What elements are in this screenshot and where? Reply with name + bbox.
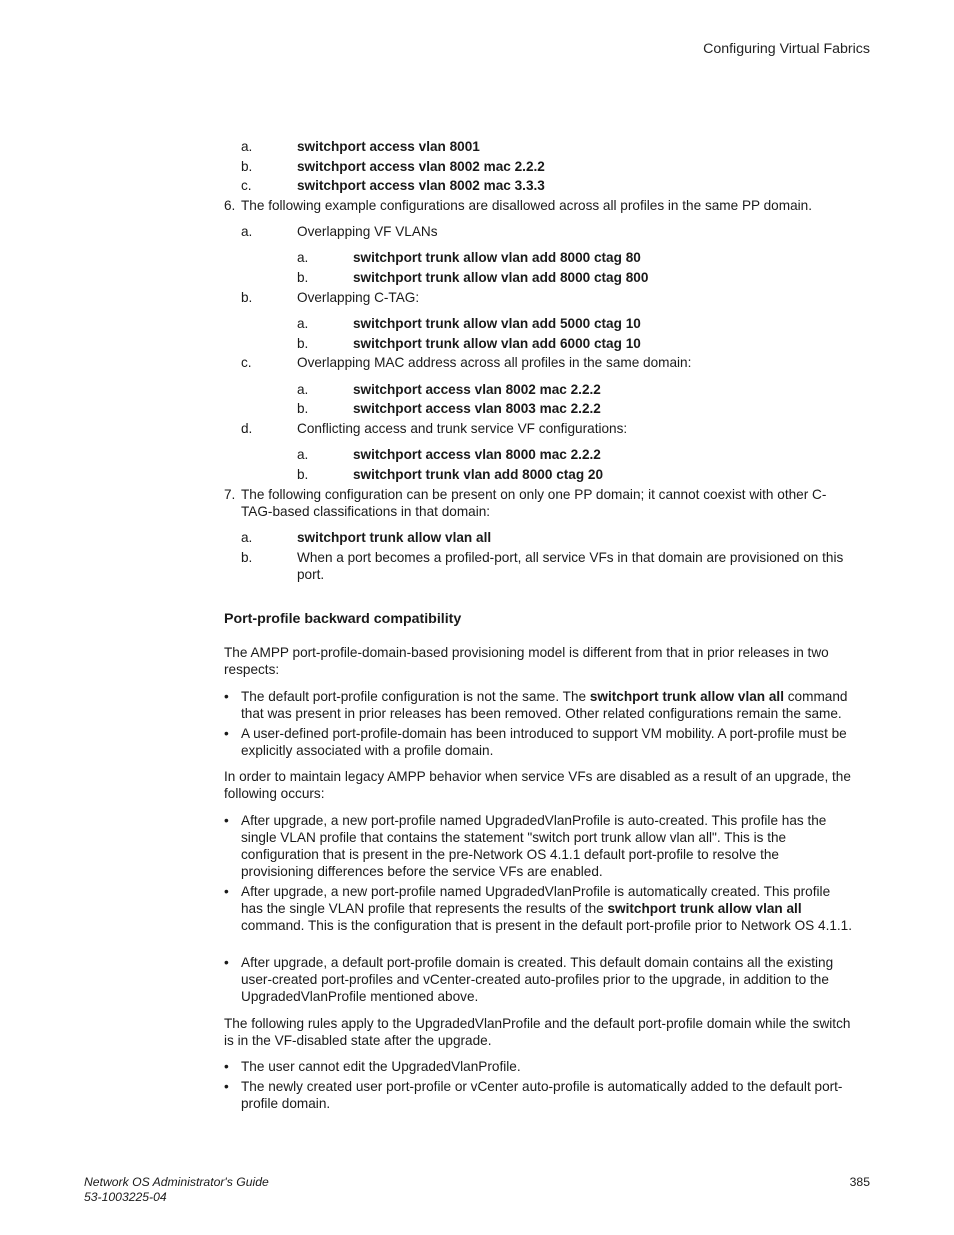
bullet-text (241, 688, 872, 722)
list-marker: a. (297, 382, 309, 397)
bullet-marker: • (224, 884, 229, 899)
bullet-marker: • (224, 1079, 229, 1094)
sub-item-text: Conflicting access and trunk service VF configurations: (297, 421, 628, 436)
list-marker: b. (241, 550, 253, 565)
footer-page-number: 385 (849, 1175, 870, 1189)
list-marker: a. (297, 316, 309, 331)
bullet-command-text: switchport trunk allow vlan all (607, 901, 802, 916)
list-marker: 6. (224, 198, 236, 213)
command-text: switchport trunk vlan add 8000 ctag 20 (353, 467, 604, 482)
bullet-text: The newly created user port-profile or vCenter auto-profile is automatically added to the default port-profile domain. (241, 1079, 843, 1111)
bullet-text: The user cannot edit the UpgradedVlanProfile. (241, 1059, 521, 1074)
list-marker: b. (297, 467, 309, 482)
item-text: The following example configurations are disallowed across all profiles in the same PP domain. (241, 198, 812, 213)
list-marker: a. (297, 250, 309, 265)
sub-item-text: Overlapping C-TAG: (297, 290, 420, 305)
list-marker: c. (241, 355, 252, 370)
list-marker: b. (241, 159, 253, 174)
bullet-text-part: After upgrade, a new port-profile named UpgradedVlanProfile is automatically created. This profile has the single VLAN profile that represents the results of the (241, 884, 831, 916)
section-heading: Port-profile backward compatibility (224, 611, 462, 627)
bullet-text-part: command that was present in prior releases has been removed. Other related configurations remain the same. (241, 689, 848, 721)
bullet-marker: • (224, 1059, 229, 1074)
list-marker: a. (241, 139, 253, 154)
bullet-text-part: command. This is the configuration that is present in the default port-profile prior to Network OS 4.1.1. (241, 918, 853, 933)
bullet-marker: • (224, 813, 229, 828)
running-header: Configuring Virtual Fabrics (703, 41, 870, 57)
rules-paragraph: The following rules apply to the UpgradedVlanProfile and the default port-profile domain while the switch is in the VF-disabled state after the upgrade. (224, 1016, 851, 1048)
bullet-text (241, 883, 853, 934)
sub-item-text: Overlapping MAC address across all profiles in the same domain: (297, 355, 692, 370)
bullet-marker: • (224, 689, 229, 704)
list-marker: a. (241, 530, 253, 545)
bullet-item (224, 954, 874, 1005)
item-text-line1: The following configuration can be present on only one PP domain; it cannot coexist with other C- (241, 487, 827, 502)
command-text: switchport trunk allow vlan add 8000 ctag 800 (353, 270, 649, 285)
command-text: switchport trunk allow vlan add 6000 ctag 10 (353, 336, 641, 351)
footer-doc-number: 53-1003225-04 (84, 1190, 167, 1204)
bullet-item (224, 883, 874, 951)
footer-doc-title: Network OS Administrator's Guide (84, 1175, 269, 1189)
legacy-paragraph: In order to maintain legacy AMPP behavior when service VFs are disabled as a result of an upgrade, the following occurs: (224, 769, 851, 801)
list-marker: b. (297, 336, 309, 351)
bullet-item (224, 688, 874, 722)
bullet-marker: • (224, 955, 229, 970)
bullet-text: A user-defined port-profile-domain has been introduced to support VM mobility. A port-profile must be explicitly associated with a profile domain. (241, 726, 847, 758)
intro-paragraph: The AMPP port-profile-domain-based provisioning model is different from that in prior releases in two respects: (224, 645, 829, 677)
bullet-item (224, 725, 874, 759)
bullet-text-part: The default port-profile configuration is not the same. The (241, 689, 590, 704)
list-marker: b. (297, 270, 309, 285)
sub-item-text: When a port becomes a profiled-port, all service VFs in that domain are provisioned on this port. (297, 550, 844, 582)
bullet-item (224, 1078, 874, 1112)
bullet-text: After upgrade, a new port-profile named UpgradedVlanProfile is auto-created. This profile has the single VLAN profile that contains the statement "switch port trunk allow vlan all". This is the configuration that is present in the pre-Network OS 4.1.1 default port-profile to resolve the provisioning differences before the service VFs are enabled. (241, 813, 827, 879)
command-text: switchport access vlan 8002 mac 2.2.2 (297, 159, 545, 174)
list-marker: b. (241, 290, 253, 305)
list-marker: b. (297, 401, 309, 416)
item-text-line2: TAG-based classifications in that domain: (241, 504, 491, 519)
list-marker: c. (241, 178, 252, 193)
list-marker: a. (241, 224, 253, 239)
list-marker: a. (297, 447, 309, 462)
command-text: switchport access vlan 8002 mac 3.3.3 (297, 178, 545, 193)
command-text: switchport access vlan 8002 mac 2.2.2 (353, 382, 601, 397)
command-text: switchport access vlan 8003 mac 2.2.2 (353, 401, 601, 416)
command-text: switchport trunk allow vlan all (297, 530, 492, 545)
list-marker: 7. (224, 487, 236, 502)
command-text: switchport access vlan 8001 (297, 139, 480, 154)
list-marker: d. (241, 421, 253, 436)
command-text: switchport trunk allow vlan add 8000 ctag 80 (353, 250, 641, 265)
bullet-command-text: switchport trunk allow vlan all (589, 689, 784, 704)
bullet-marker: • (224, 726, 229, 741)
sub-item-text: Overlapping VF VLANs (297, 224, 438, 239)
command-text: switchport trunk allow vlan add 5000 ctag 10 (353, 316, 641, 331)
bullet-item (224, 1058, 874, 1075)
command-text: switchport access vlan 8000 mac 2.2.2 (353, 447, 601, 462)
bullet-item (224, 812, 874, 880)
bullet-text: After upgrade, a default port-profile domain is created. This default domain contains all the existing user-created port-profiles and vCenter-created auto-profiles prior to the upgrade, in addition to the UpgradedVlanProfile mentioned above. (241, 955, 834, 1004)
